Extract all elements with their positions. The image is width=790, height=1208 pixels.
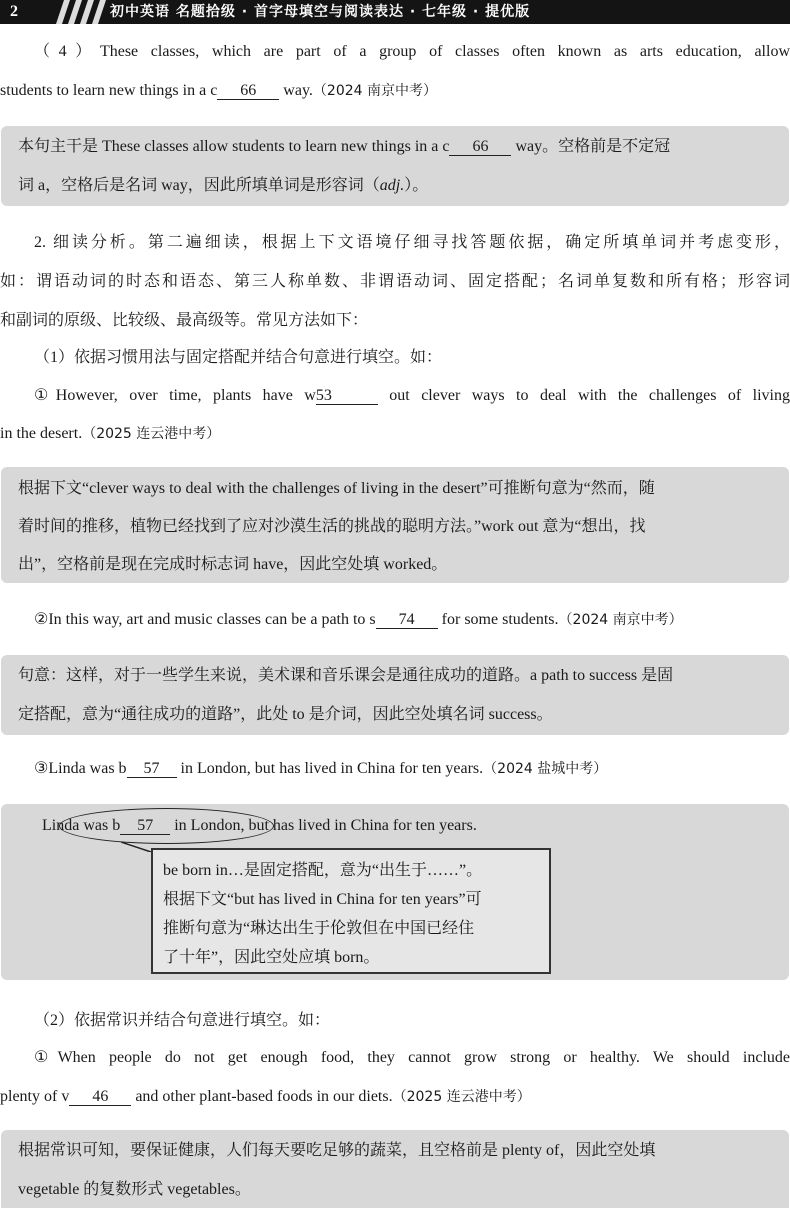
example-4-line1: （4）These classes, which are part of a group of classes often known as arts education, allow (34, 43, 790, 60)
source-tag: （2024 盐城中考） (483, 761, 608, 777)
note-line3: 推断句意为“琳达出生于伦敦但在中国已经住 (163, 920, 475, 937)
box3-line2: 定搭配，意为“通往成功的道路”，此处 to 是介词，因此空处填名词 success。 (18, 706, 553, 723)
page-number: 2 (10, 3, 18, 20)
explanation-box-5 (1, 1130, 789, 1208)
source-tag: （2025 连云港中考） (392, 1089, 531, 1105)
para2-line3: 和副词的原级、比较级、最高级等。常见方法如下： (0, 312, 369, 329)
explanation-box-4 (1, 804, 789, 980)
source-tag: （2024 南京中考） (558, 612, 683, 628)
box3-line1: 句意：这样，对于一些学生来说，美术课和音乐课会是通往成功的道路。a path to success 是固 (18, 667, 674, 684)
box5-line2: vegetable 的复数形式 vegetables。 (18, 1181, 251, 1198)
note-line1: be born in…是固定搭配，意为“出生于……”。 (163, 862, 483, 879)
annotation-connector (121, 842, 153, 852)
q1-line1: ①However, over time, plants have w53 out clever ways to deal with the challenges of living (34, 387, 790, 404)
box2-line3: 出”，空格前是现在完成时标志词 have，因此空处填 worked。 (18, 556, 448, 573)
blank-74: 74 (376, 611, 438, 629)
q4-line1: ①When people do not get enough food, they cannot grow strong or healthy. We should include (34, 1049, 790, 1066)
box4-sentence: Linda was b 57 in London, but has lived in China for ten years. (42, 817, 477, 834)
book-title: 初中英语 名题拾级 · 首字母填空与阅读表达 · 七年级 · 提优版 (110, 4, 531, 20)
header-stripes-decoration (52, 0, 116, 24)
blank-53: 53 (316, 387, 378, 405)
blank-57: 57 (127, 760, 177, 778)
q3-line: ③Linda was b 57 in London, but has lived in China for ten years.（2024 盐城中考） (34, 760, 608, 777)
box2-line1: 根据下文“clever ways to deal with the challenges of living in the desert”可推断句意为“然而，随 (18, 480, 655, 497)
box1-line2: 词 a，空格后是名词 way，因此所填单词是形容词（adj.）。 (18, 177, 429, 194)
para2-line1: 2. 细读分析。第二遍细读，根据上下文语境仔细寻找答题依据，确定所填单词并考虑变形， (34, 234, 790, 251)
box1-line1: 本句主干是 These classes allow students to learn new things in a c 66 way。空格前是不定冠 (18, 138, 671, 155)
blank-66: 66 (217, 82, 279, 100)
q2-line: ②In this way, art and music classes can be a path to s 74 for some students.（2024 南京中考） (34, 611, 683, 628)
subheading-2: （2）依据常识并结合句意进行填空。如： (34, 1012, 331, 1029)
note-line2: 根据下文“but has lived in China for ten years”可 (163, 891, 482, 908)
box2-line2: 着时间的推移，植物已经找到了应对沙漠生活的挑战的聪明方法。”work out 意为“想出，找 (18, 518, 646, 535)
source-tag: （2024 南京中考） (312, 83, 438, 99)
explanation-box-2 (1, 467, 789, 583)
source-tag: （2025 连云港中考） (82, 426, 221, 442)
box5-line1: 根据常识可知，要保证健康，人们每天要吃足够的蔬菜，且空格前是 plenty of，因此空处填 (18, 1142, 656, 1159)
note-line4: 了十年”，因此空处应填 born。 (163, 949, 380, 966)
blank-57: 57 (120, 817, 170, 835)
explanation-box-3 (1, 655, 789, 735)
q4-line2: plenty of v 46 and other plant-based foods in our diets.（2025 连云港中考） (0, 1088, 531, 1105)
para2-line2: 如：谓语动词的时态和语态、第三人称单数、非谓语动词、固定搭配；名词单复数和所有格；形容词 (0, 273, 790, 290)
blank-66: 66 (449, 138, 511, 156)
annotation-note-box (151, 848, 551, 974)
page-header (0, 0, 790, 24)
blank-46: 46 (69, 1088, 131, 1106)
subheading-1: （1）依据习惯用法与固定搭配并结合句意进行填空。如： (34, 349, 443, 366)
q1-line2: in the desert.（2025 连云港中考） (0, 425, 221, 442)
example-4-line2: students to learn new things in a c 66 way.（2024 南京中考） (0, 82, 438, 99)
explanation-box-1 (1, 126, 789, 206)
